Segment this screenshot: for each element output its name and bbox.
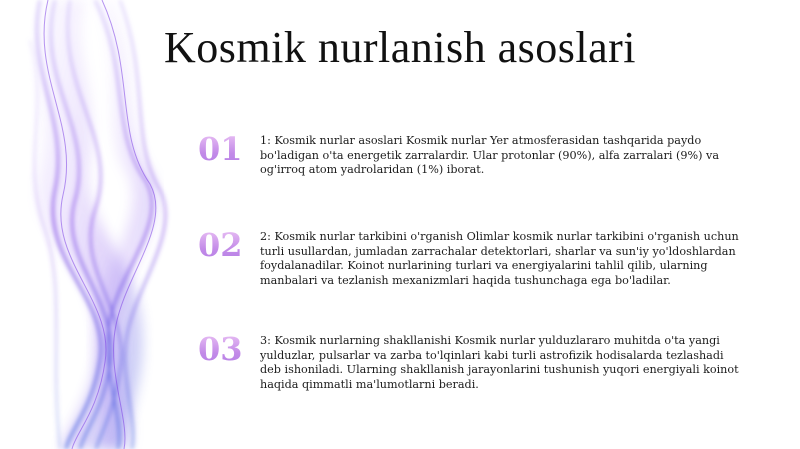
item-text: 3: Kosmik nurlarning shakllanishi Kosmik nurlar yulduzlararo muhitda o'ta yangi yulduzlar, pulsarlar va zarba to'lqinlari kabi turli astrofizik hodisalarda tezlashadi deb ishoniladi. Ularning shakllanish jarayonlarini tushunish yuqori energiyali koinot haqida qimmatli ma'lumotlarni beradi. xyxy=(260,334,739,391)
item-number: 02 xyxy=(198,226,258,264)
item-text: 2: Kosmik nurlar tarkibini o'rganish Olimlar kosmik nurlar tarkibini o'rganish uchun turli usullardan, jumladan zarrachalar detektorlari, sharlar va sun'iy yo'ldoshlardan foydalanadilar. Koinot nurlarining turlari va energiyalarini tahlil qilib, ularning manbalari va tezlanish mexanizmlari haqida tushunchaga ega bo'ladilar. xyxy=(260,230,739,287)
item-text: 1: Kosmik nurlar asoslari Kosmik nurlar Yer atmosferasidan tashqarida paydo bo'ladigan o'ta energetik zarralardir. Ular protonlar (90%), alfa zarralari (9%) va og'irroq atom yadrolaridan (1%) iborat. xyxy=(260,134,719,177)
item-number: 03 xyxy=(198,330,258,368)
slide-title: Kosmik nurlanish asoslari xyxy=(163,23,636,72)
item-number: 01 xyxy=(198,130,258,168)
